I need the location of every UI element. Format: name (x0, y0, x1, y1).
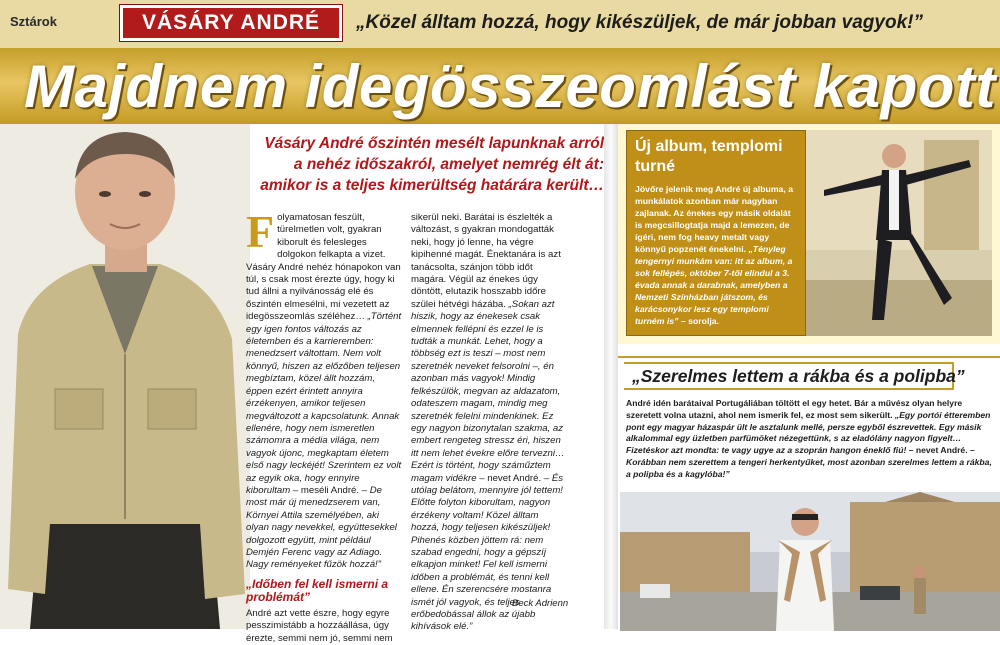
travel-quote-2: Korábban nem szerettem a tengeri herkentyűket, most azonban szerelmes lettem a rákba, a polipba és a kagylóba!” (626, 456, 992, 479)
album-textbox (626, 130, 806, 336)
portrait-photo (0, 124, 250, 629)
album-photo (794, 130, 992, 336)
column-1-paragraph (246, 206, 402, 572)
col2-quote-2: És utólag belátom, mennyire jól tettem! Előtte folyton kiborultam, nagyon érzékeny voltam! Közel álltam hozzá, hogy teljesen kikészüljek! Pihenés közben jöttem rá: nem szabad engedni, hogy a gépszíj elkapjon minket! Fel kell ismerni időben a problémát, és tenni kell ellene. Én szerencsére mostanra ismét jól vagyok, és teljes erőbedobással állok az újabb kihívások elé.” (411, 472, 564, 633)
travel-quote: „Egy portói étteremben pont egy magyar házaspár ült le asztalunk mellé, persze egyből észrevettek. Egy másik alkalommal egy üzletben parfümöket nézegettünk, s az eladólány nagyon figyelt… Fizetéskor azt mondta: te vagy ugye az a szoprán hangon éneklő fiú! (626, 409, 991, 456)
drop-cap: F (246, 206, 275, 257)
article-lede: Vásáry André őszintén mesélt lapunknak arról a nehéz időszakról, amelyet nemrég élt át: amikor is a teljes kimerültség határára került… (260, 135, 604, 194)
article-column-1 (246, 206, 402, 645)
author-byline: Beck Adrienn (512, 598, 569, 609)
travel-body (626, 398, 994, 481)
column-1-paragraph-2: André azt vette észre, hogy egyre pesszimistább a hozzáállása, úgy érezte, semmi nem jó, semmi nem (246, 607, 393, 644)
header-quote: „Közel álltam hozzá, hogy kikészüljek, de már jobban vagyok!” (356, 12, 923, 33)
album-sidebar (618, 124, 1000, 344)
col2-text: sikerül neki. Barátai is észlelték a változást, s gyakran mondogatták neki, hogy jó lenne, ha végre kipihenné magát. Énektanára is azt tanácsolta, szánjon több időt magára. Végül az énekes úgy döntött, elutazik hosszabb időre szülei hétvégi házába. (411, 212, 561, 310)
page-gutter (604, 124, 618, 629)
col1-attribution: – meséli André. – (290, 484, 370, 496)
album-title: Új album, templomi turné (635, 138, 783, 175)
travel-photo-drawing (620, 492, 1000, 631)
col2-attribution: – nevet André. – (476, 472, 552, 484)
col2-quote: „Sokan azt hiszik, hogy az énekesek csak elmennek fellépni és ezzel le is tudták a munkát. Lehet, hogy a többség ezt is teszi – most nem szeretnék neveket felsorolni –, én azonban más vagyok! Mindig felkészülök, megvan az aldazatom, odateszem magam, mindig meg szeretnék felelni mindenkinek. Ez egy nagyon bizonytalan szakma, az embert rengeteg stressz éri, hiszen itt nem lehet évekre előre tervezni… Ezért is történt, hogy száműztem magam vidékre (411, 298, 565, 484)
album-quote: „Tényleg tengernyi munkám van: itt az album, a sok fellépés, október 7-től elindul a 3. évada annak a darabnak, amelyben a Nemzeti Színházban játszom, és karácsonykor lesz egy templomi turném is” (635, 244, 793, 326)
album-text-end: – sorolja. (678, 316, 720, 326)
portrait-photo-drawing (0, 124, 250, 629)
article-column-2 (411, 212, 569, 634)
travel-photo (620, 492, 1000, 631)
album-body (635, 183, 797, 327)
travel-title: „Szerelmes lettem a rákba és a polipba” (624, 362, 954, 390)
travel-sidebar (618, 356, 1000, 629)
page-headline: Majdnem idegösszeomlást kapott (24, 53, 996, 120)
col1-quote: „Történt egy igen fontos változás az életemben és a karrieremben: menedzsert váltottam. Nem volt könnyű, hiszen az előzőben teljesen megbíztam, közel állt hozzám, éppen ezért érintett annyira érzékenyen, amikor teljesen megváltozott a kapcsolatunk. Annak ellenére, hogy nem ismeretlen számomra a média világa, nem vagyok újonc, megkaptam életem első nagy leckéjét! Szerintem ez volt az egyik oka, hogy ennyire kiborultam (246, 311, 402, 496)
column-2-paragraph (411, 212, 569, 634)
name-badge-text: VÁSÁRY ANDRÉ (141, 11, 321, 34)
name-badge (120, 5, 342, 41)
album-photo-drawing (794, 130, 992, 336)
section-tag: Sztárok (10, 14, 57, 29)
travel-text: André idén barátaival Portugáliában töltött el egy hetet. Bár a művész olyan helyre szeretett volna utazni, ahol nem ismerik fel, ez most sem sikerült. (626, 398, 963, 420)
col1-text: olyamatosan feszült, türelmetlen volt, gyakran kiborult és felesleges dolgokon felkapta a vizet. Vásáry André nehéz hónapokon van túl, s csak most érezte úgy, hogy ki tud állni a nyilvánosság elé és őszintén elmesélni, mi vezetett az idegösszeomlás széléhez… (246, 212, 401, 323)
article-subhead: „Időben fel kell ismerni a problémát” (246, 576, 389, 604)
travel-attribution: – nevet André. – (906, 445, 975, 456)
album-text: Jövőre jelenik meg André új albuma, a munkálatok azonban már nagyban zajlanak. Az énekes egy másik oldalát is megcsillogtatja majd a lemezen, de ígéri, nem fog heavy metalt vagy könnyű popzenét énekelni. (635, 184, 794, 254)
col1-quote-2: De most már új menedzserem van, Környei Attila személyében, aki olyan nagy nevekkel, együttesekkel dolgozott együtt, mint például Demjén Ferenc vagy az Adiago. Nagy reményeket fűzök hozzá!” (246, 484, 397, 571)
